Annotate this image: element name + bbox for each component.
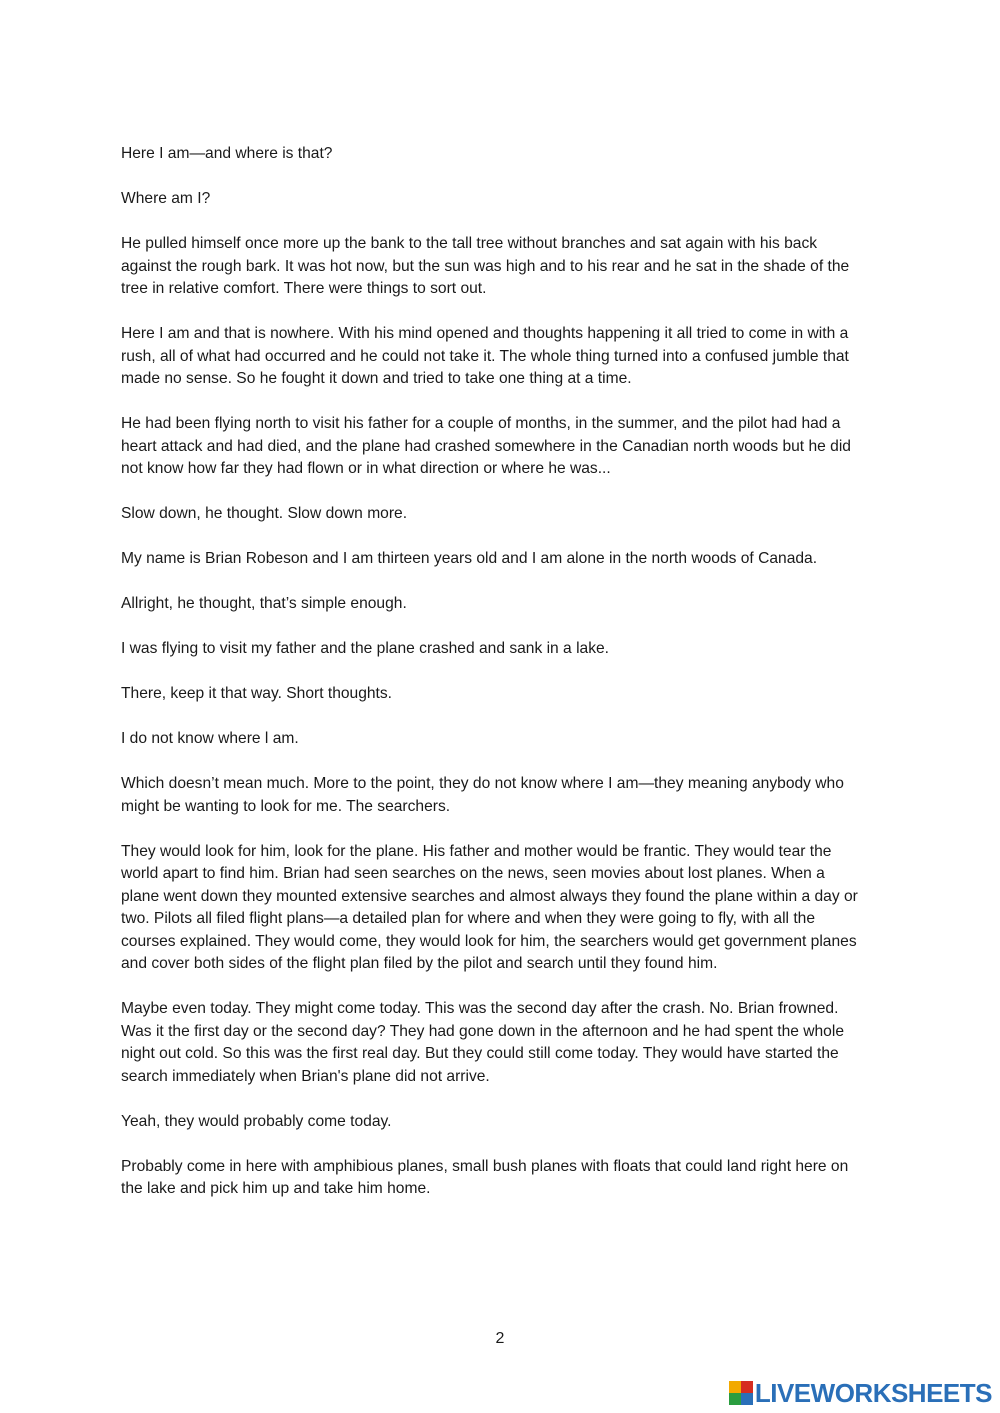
paragraph-12: Which doesn’t mean much. More to the point, they do not know where I am—they meaning anybody who might be wanting to look for me. The searchers. xyxy=(121,775,844,815)
logo-square xyxy=(729,1381,741,1393)
paragraph-11: I do not know where l am. xyxy=(121,730,299,747)
paragraph-4: Here I am and that is nowhere. With his mind opened and thoughts happening it all tried to come in with a rush, all of what had occurred and he could not take it. The whole thing turned into a confused jumble that made no sense. So he fought it down and tried to take one thing at a time. xyxy=(121,325,849,387)
paragraph-7: My name is Brian Robeson and I am thirteen years old and I am alone in the north woods of Canada. xyxy=(121,550,818,567)
paragraph-16: Probably come in here with amphibious planes, small bush planes with floats that could land right here on the lake and pick him up and take him home. xyxy=(121,1157,849,1197)
paragraph-1: Here I am—and where is that? xyxy=(121,145,333,162)
brand-name: LIVEWORKSHEETS xyxy=(754,1377,992,1408)
document-body xyxy=(121,143,861,1223)
paragraph-9: I was flying to visit my father and the plane crashed and sank in a lake. xyxy=(121,640,610,657)
paragraph-8: Allright, he thought, that’s simple enough. xyxy=(121,595,407,612)
logo-square xyxy=(741,1381,753,1393)
paragraph-15: Yeah, they would probably come today. xyxy=(121,1112,392,1130)
logo-square xyxy=(741,1393,753,1405)
paragraph-13: They would look for him, look for the plane. His father and mother would be frantic. They would tear the world apart to find him. Brian had seen searches on the news, seen movies about lost planes. When a plane went down they mounted extensive searches and almost always they found the plane within a day or two. Pilots all filed flight plans—a detailed plan for where and when they were going to fly, with all the courses explained. They would come, they would look for him, the searchers would get government planes and cover both sides of the flight plan filed by the pilot and search until they found him. xyxy=(121,842,858,972)
logo-square xyxy=(729,1393,741,1405)
liveworksheets-brand[interactable] xyxy=(729,1376,992,1410)
page-number: 2 xyxy=(495,1330,505,1347)
paragraph-14: Maybe even today. They might come today. This was the second day after the crash. No. Brian frowned. Was it the first day or the second day? They had gone down in the afternoon and he had spent the whole night out cold. So this was the first real day. But they could still come today. They would have started the search immediately when Brian's plane did not arrive. xyxy=(121,1000,844,1085)
paragraph-5: He had been flying north to visit his father for a couple of months, in the summer, and the pilot had had a heart attack and had died, and the plane had crashed somewhere in the Canadian north woods but he did not know how far they had flown or in what direction or where he was... xyxy=(121,415,851,477)
paragraph-3: He pulled himself once more up the bank to the tall tree without branches and sat again with his back against the rough bark. It was hot now, but the sun was high and to his rear and he sat in the shade of the tree in relative comfort. There were things to sort out. xyxy=(121,235,850,297)
paragraph-6: Slow down, he thought. Slow down more. xyxy=(121,505,408,522)
liveworksheets-logo-icon xyxy=(729,1381,753,1405)
paragraph-10: There, keep it that way. Short thoughts. xyxy=(121,685,393,702)
paragraph-2: Where am I? xyxy=(121,190,211,207)
